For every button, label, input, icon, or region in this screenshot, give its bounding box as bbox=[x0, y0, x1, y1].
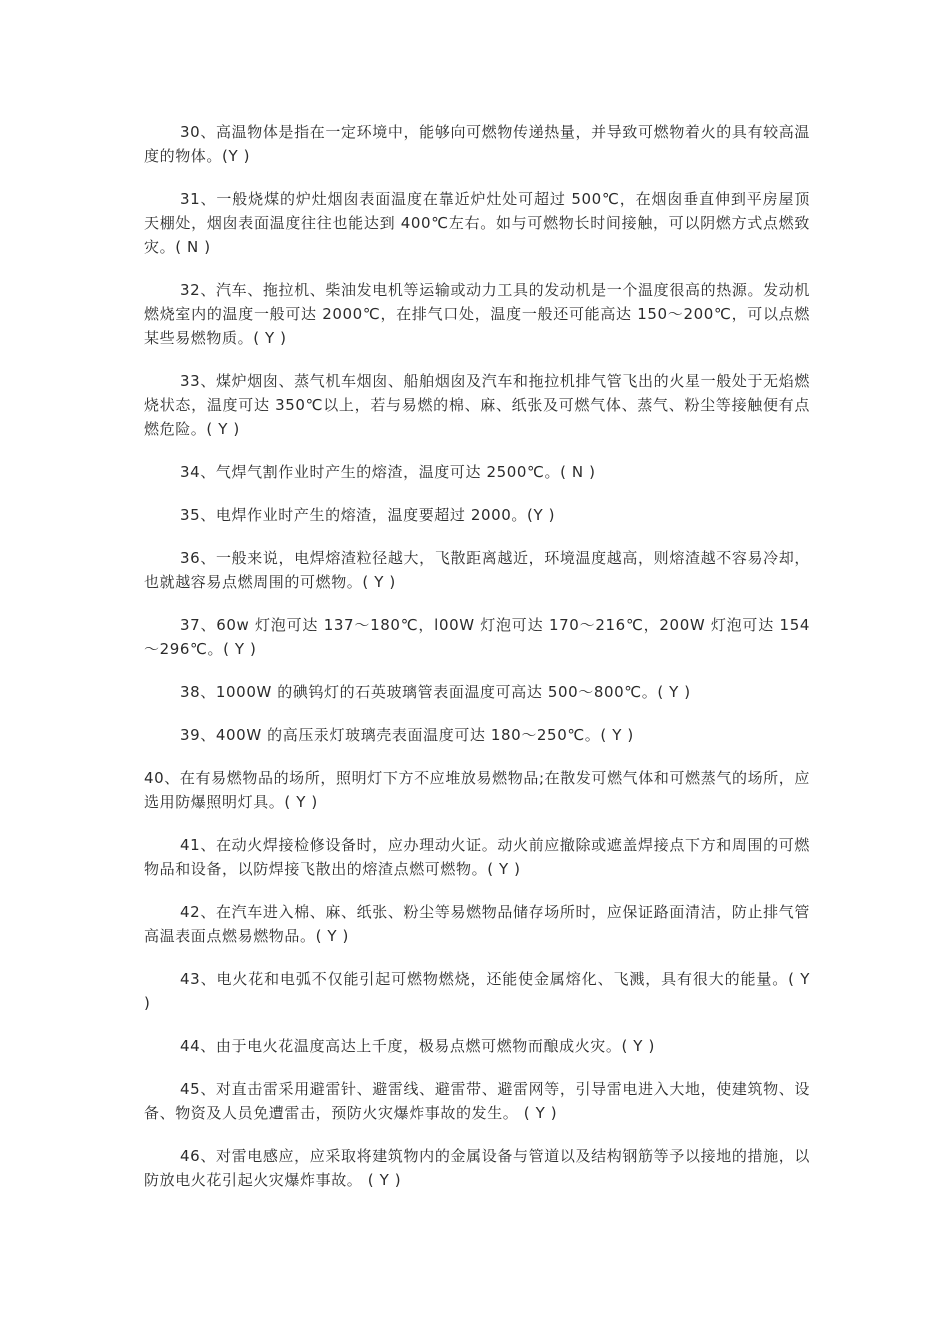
document-page bbox=[144, 120, 810, 1211]
question-paragraph-45: 45、对直击雷采用避雷针、避雷线、避雷带、避雷网等，引导雷电进入大地，使建筑物、设备、物资及人员免遭雷击，预防火灾爆炸事故的发生。 ( Y ) bbox=[144, 1080, 810, 1122]
question-paragraph-46: 46、对雷电感应，应采取将建筑物内的金属设备与管道以及结构钢筋等予以接地的措施，以防放电火花引起火灾爆炸事故。 ( Y ) bbox=[144, 1147, 810, 1189]
question-paragraph-35: 35、电焊作业时产生的熔渣，温度要超过 2000。(Y ) bbox=[180, 506, 556, 524]
question-paragraph-32: 32、汽车、拖拉机、柴油发电机等运输或动力工具的发动机是一个温度很高的热源。发动机燃烧室内的温度一般可达 2000℃，在排气口处，温度一般还可能高达 150～200℃，可以点燃某些易燃物质。( Y ) bbox=[144, 281, 810, 347]
question-paragraph-43: 43、电火花和电弧不仅能引起可燃物燃烧，还能使金属熔化、飞溅，具有很大的能量。( Y ) bbox=[144, 970, 810, 1012]
question-paragraph-37: 37、60w 灯泡可达 137～180℃，l00W 灯泡可达 170～216℃，200W 灯泡可达 154～296℃。( Y ) bbox=[144, 616, 810, 658]
question-paragraph-40: 40、在有易燃物品的场所，照明灯下方不应堆放易燃物品;在散发可燃气体和可燃蒸气的场所，应选用防爆照明灯具。( Y ) bbox=[144, 769, 810, 811]
question-paragraph-31: 31、一般烧煤的炉灶烟囱表面温度在靠近炉灶处可超过 500℃，在烟囱垂直伸到平房屋顶天棚处，烟囱表面温度往往也能达到 400℃左右。如与可燃物长时间接触，可以阴燃方式点燃致灾。( N ) bbox=[144, 190, 810, 256]
question-paragraph-33: 33、煤炉烟囱、蒸气机车烟囱、船舶烟囱及汽车和拖拉机排气管飞出的火星一般处于无焰燃烧状态，温度可达 350℃以上，若与易燃的棉、麻、纸张及可燃气体、蒸气、粉尘等接触便有点燃危险。( Y ) bbox=[144, 372, 810, 438]
question-paragraph-41: 41、在动火焊接检修设备时，应办理动火证。动火前应撤除或遮盖焊接点下方和周围的可燃物品和设备，以防焊接飞散出的熔渣点燃可燃物。( Y ) bbox=[144, 836, 810, 878]
question-paragraph-44: 44、由于电火花温度高达上千度，极易点燃可燃物而酿成火灾。( Y ) bbox=[180, 1037, 655, 1055]
question-paragraph-39: 39、400W 的高压汞灯玻璃壳表面温度可达 180～250℃。( Y ) bbox=[180, 726, 634, 744]
question-paragraph-38: 38、1000W 的碘钨灯的石英玻璃管表面温度可高达 500～800℃。( Y ) bbox=[180, 683, 691, 701]
question-paragraph-36: 36、一般来说，电焊熔渣粒径越大，飞散距离越近，环境温度越高，则熔渣越不容易冷却，也就越容易点燃周围的可燃物。( Y ) bbox=[144, 549, 810, 591]
question-paragraph-34: 34、气焊气割作业时产生的熔渣，温度可达 2500℃。( N ) bbox=[180, 463, 596, 481]
question-paragraph-42: 42、在汽车进入棉、麻、纸张、粉尘等易燃物品储存场所时，应保证路面清洁，防止排气管高温表面点燃易燃物品。( Y ) bbox=[144, 903, 810, 945]
question-paragraph-30: 30、高温物体是指在一定环境中，能够向可燃物传递热量，并导致可燃物着火的具有较高温度的物体。(Y ) bbox=[144, 123, 810, 165]
